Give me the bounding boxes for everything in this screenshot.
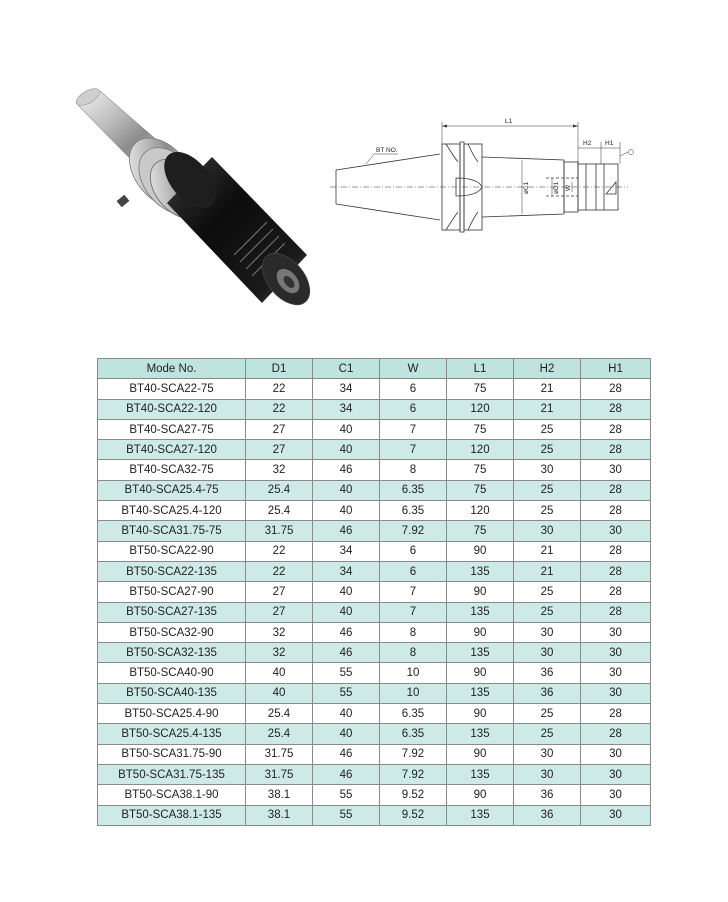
- cell-w: 7: [380, 582, 447, 602]
- cell-w: 9.52: [380, 785, 447, 805]
- table-row: [98, 785, 651, 805]
- cell-h1: 28: [581, 440, 651, 460]
- table-row: [98, 480, 651, 500]
- cell-h1: 30: [581, 663, 651, 683]
- cell-h1: 30: [581, 764, 651, 784]
- cell-d1: 25.4: [246, 501, 313, 521]
- cell-w: 6: [380, 379, 447, 399]
- cell-mode-no: BT50-SCA40-90: [98, 663, 246, 683]
- cell-h1: 28: [581, 399, 651, 419]
- cell-d1: 22: [246, 541, 313, 561]
- cell-c1: 55: [313, 663, 380, 683]
- table-row: [98, 460, 651, 480]
- table-row: [98, 663, 651, 683]
- table-row: [98, 683, 651, 703]
- col-header-w: W: [380, 359, 447, 379]
- cell-h2: 25: [514, 480, 581, 500]
- cell-h1: 30: [581, 785, 651, 805]
- cell-h1: 28: [581, 501, 651, 521]
- cell-h1: 28: [581, 724, 651, 744]
- cell-mode-no: BT50-SCA25.4-90: [98, 704, 246, 724]
- cell-mode-no: BT40-SCA22-120: [98, 399, 246, 419]
- cell-c1: 40: [313, 419, 380, 439]
- cell-h1: 30: [581, 744, 651, 764]
- cell-w: 8: [380, 643, 447, 663]
- cell-w: 7: [380, 419, 447, 439]
- cell-mode-no: BT50-SCA22-90: [98, 541, 246, 561]
- cell-c1: 40: [313, 582, 380, 602]
- tool-holder-photo: [62, 85, 322, 320]
- cell-h1: 28: [581, 561, 651, 581]
- table-row: [98, 561, 651, 581]
- cell-mode-no: BT50-SCA40-135: [98, 683, 246, 703]
- cell-mode-no: BT40-SCA27-75: [98, 419, 246, 439]
- cell-l1: 75: [447, 460, 514, 480]
- l1-label: L1: [505, 118, 513, 125]
- cell-h1: 28: [581, 480, 651, 500]
- cell-d1: 38.1: [246, 785, 313, 805]
- dimension-drawing-svg: [328, 112, 638, 264]
- cell-c1: 34: [313, 379, 380, 399]
- cell-c1: 34: [313, 541, 380, 561]
- cell-w: 8: [380, 460, 447, 480]
- cell-mode-no: BT50-SCA27-135: [98, 602, 246, 622]
- cell-h1: 28: [581, 541, 651, 561]
- cell-mode-no: BT50-SCA32-90: [98, 622, 246, 642]
- table-header-row: [98, 359, 651, 379]
- cell-d1: 40: [246, 683, 313, 703]
- cell-l1: 75: [447, 419, 514, 439]
- cell-mode-no: BT50-SCA38.1-90: [98, 785, 246, 805]
- cell-d1: 31.75: [246, 521, 313, 541]
- cell-h1: 28: [581, 582, 651, 602]
- table-row: [98, 501, 651, 521]
- h2-label: H2: [583, 140, 592, 147]
- cell-mode-no: BT40-SCA31.75-75: [98, 521, 246, 541]
- cell-h2: 21: [514, 541, 581, 561]
- col-header-mode-no: Mode No.: [98, 359, 246, 379]
- cell-d1: 32: [246, 643, 313, 663]
- cell-c1: 40: [313, 704, 380, 724]
- table-row: [98, 582, 651, 602]
- cell-h2: 21: [514, 399, 581, 419]
- cell-w: 10: [380, 663, 447, 683]
- cell-h1: 30: [581, 521, 651, 541]
- cell-h2: 25: [514, 582, 581, 602]
- cell-h2: 36: [514, 805, 581, 825]
- table-row: [98, 541, 651, 561]
- cell-w: 6.35: [380, 480, 447, 500]
- col-header-c1: C1: [313, 359, 380, 379]
- cell-l1: 75: [447, 379, 514, 399]
- cell-c1: 55: [313, 683, 380, 703]
- bt-no-label: BT NO.: [376, 147, 398, 154]
- cell-l1: 90: [447, 541, 514, 561]
- cell-d1: 27: [246, 602, 313, 622]
- cell-mode-no: BT40-SCA32-75: [98, 460, 246, 480]
- cell-h2: 30: [514, 643, 581, 663]
- cell-c1: 46: [313, 622, 380, 642]
- cell-mode-no: BT40-SCA27-120: [98, 440, 246, 460]
- col-header-l1: L1: [447, 359, 514, 379]
- cell-h1: 28: [581, 704, 651, 724]
- cell-d1: 31.75: [246, 744, 313, 764]
- cell-h2: 30: [514, 622, 581, 642]
- cell-c1: 46: [313, 460, 380, 480]
- cell-h2: 30: [514, 744, 581, 764]
- cell-h1: 30: [581, 805, 651, 825]
- cell-l1: 90: [447, 663, 514, 683]
- d1-label: øD1: [553, 181, 560, 194]
- table-row: [98, 379, 651, 399]
- table-row: [98, 805, 651, 825]
- cell-d1: 31.75: [246, 764, 313, 784]
- cell-h2: 25: [514, 501, 581, 521]
- cell-l1: 135: [447, 764, 514, 784]
- cell-h1: 30: [581, 643, 651, 663]
- cell-d1: 25.4: [246, 724, 313, 744]
- cell-l1: 135: [447, 561, 514, 581]
- cell-mode-no: BT50-SCA38.1-135: [98, 805, 246, 825]
- cell-l1: 120: [447, 501, 514, 521]
- cell-h2: 36: [514, 785, 581, 805]
- c1-label: øC1: [523, 181, 530, 194]
- cell-h1: 28: [581, 419, 651, 439]
- tool-holder-image: [62, 85, 322, 320]
- table-row: [98, 399, 651, 419]
- technical-drawing: [328, 112, 638, 264]
- cell-c1: 34: [313, 561, 380, 581]
- cell-mode-no: BT40-SCA25.4-75: [98, 480, 246, 500]
- cell-h2: 30: [514, 521, 581, 541]
- table-row: [98, 643, 651, 663]
- cell-d1: 40: [246, 663, 313, 683]
- cell-l1: 120: [447, 440, 514, 460]
- cell-d1: 27: [246, 440, 313, 460]
- table-row: [98, 602, 651, 622]
- cell-l1: 75: [447, 521, 514, 541]
- cell-l1: 90: [447, 704, 514, 724]
- cell-h1: 30: [581, 622, 651, 642]
- cell-h1: 30: [581, 683, 651, 703]
- cell-d1: 38.1: [246, 805, 313, 825]
- cell-l1: 75: [447, 480, 514, 500]
- cell-w: 10: [380, 683, 447, 703]
- cell-c1: 40: [313, 501, 380, 521]
- cell-h2: 21: [514, 561, 581, 581]
- col-header-h2: H2: [514, 359, 581, 379]
- cell-mode-no: BT50-SCA22-135: [98, 561, 246, 581]
- h1-label: H1: [605, 140, 614, 147]
- cell-c1: 46: [313, 744, 380, 764]
- cell-w: 7.92: [380, 521, 447, 541]
- cell-c1: 55: [313, 785, 380, 805]
- cell-w: 6.35: [380, 724, 447, 744]
- cell-c1: 34: [313, 399, 380, 419]
- cell-d1: 32: [246, 460, 313, 480]
- w-label: W: [565, 184, 572, 191]
- cell-mode-no: BT50-SCA32-135: [98, 643, 246, 663]
- cell-c1: 40: [313, 440, 380, 460]
- cell-h2: 25: [514, 704, 581, 724]
- cell-w: 6: [380, 541, 447, 561]
- cell-c1: 46: [313, 764, 380, 784]
- table-row: [98, 521, 651, 541]
- table-row: [98, 440, 651, 460]
- cell-h2: 36: [514, 663, 581, 683]
- cell-c1: 40: [313, 480, 380, 500]
- cell-c1: 46: [313, 521, 380, 541]
- table-row: [98, 764, 651, 784]
- cell-l1: 90: [447, 622, 514, 642]
- cell-w: 6.35: [380, 704, 447, 724]
- cell-w: 9.52: [380, 805, 447, 825]
- cell-l1: 90: [447, 744, 514, 764]
- col-header-d1: D1: [246, 359, 313, 379]
- cell-c1: 40: [313, 602, 380, 622]
- cell-h2: 30: [514, 460, 581, 480]
- cell-c1: 40: [313, 724, 380, 744]
- cell-c1: 46: [313, 643, 380, 663]
- col-header-h1: H1: [581, 359, 651, 379]
- cell-l1: 135: [447, 643, 514, 663]
- cell-h2: 25: [514, 602, 581, 622]
- cell-h2: 21: [514, 379, 581, 399]
- cell-l1: 120: [447, 399, 514, 419]
- table-body: [98, 379, 651, 826]
- cell-l1: 135: [447, 602, 514, 622]
- table-row: [98, 419, 651, 439]
- cell-l1: 135: [447, 683, 514, 703]
- cell-l1: 90: [447, 785, 514, 805]
- cell-d1: 27: [246, 582, 313, 602]
- table-row: [98, 744, 651, 764]
- cell-h2: 25: [514, 724, 581, 744]
- cell-d1: 22: [246, 399, 313, 419]
- cell-mode-no: BT50-SCA27-90: [98, 582, 246, 602]
- cell-d1: 22: [246, 379, 313, 399]
- cell-d1: 22: [246, 561, 313, 581]
- table-row: [98, 622, 651, 642]
- cell-h2: 25: [514, 419, 581, 439]
- cell-mode-no: BT50-SCA25.4-135: [98, 724, 246, 744]
- cell-h2: 36: [514, 683, 581, 703]
- cell-h1: 28: [581, 602, 651, 622]
- cell-h2: 25: [514, 440, 581, 460]
- cell-mode-no: BT40-SCA25.4-120: [98, 501, 246, 521]
- cell-l1: 90: [447, 582, 514, 602]
- cell-d1: 25.4: [246, 480, 313, 500]
- cell-mode-no: BT50-SCA31.75-135: [98, 764, 246, 784]
- cell-w: 7.92: [380, 744, 447, 764]
- cell-w: 6: [380, 561, 447, 581]
- table-row: [98, 704, 651, 724]
- cell-h2: 30: [514, 764, 581, 784]
- cell-mode-no: BT50-SCA31.75-90: [98, 744, 246, 764]
- cell-w: 8: [380, 622, 447, 642]
- cell-l1: 135: [447, 724, 514, 744]
- cell-h1: 28: [581, 379, 651, 399]
- spec-table: [97, 358, 651, 826]
- cell-w: 6: [380, 399, 447, 419]
- cell-w: 7: [380, 440, 447, 460]
- cell-h1: 30: [581, 460, 651, 480]
- cell-mode-no: BT40-SCA22-75: [98, 379, 246, 399]
- cell-d1: 32: [246, 622, 313, 642]
- cell-w: 7.92: [380, 764, 447, 784]
- cell-w: 7: [380, 602, 447, 622]
- table-row: [98, 724, 651, 744]
- cell-l1: 135: [447, 805, 514, 825]
- cell-c1: 55: [313, 805, 380, 825]
- cell-d1: 25.4: [246, 704, 313, 724]
- cell-d1: 27: [246, 419, 313, 439]
- cell-w: 6.35: [380, 501, 447, 521]
